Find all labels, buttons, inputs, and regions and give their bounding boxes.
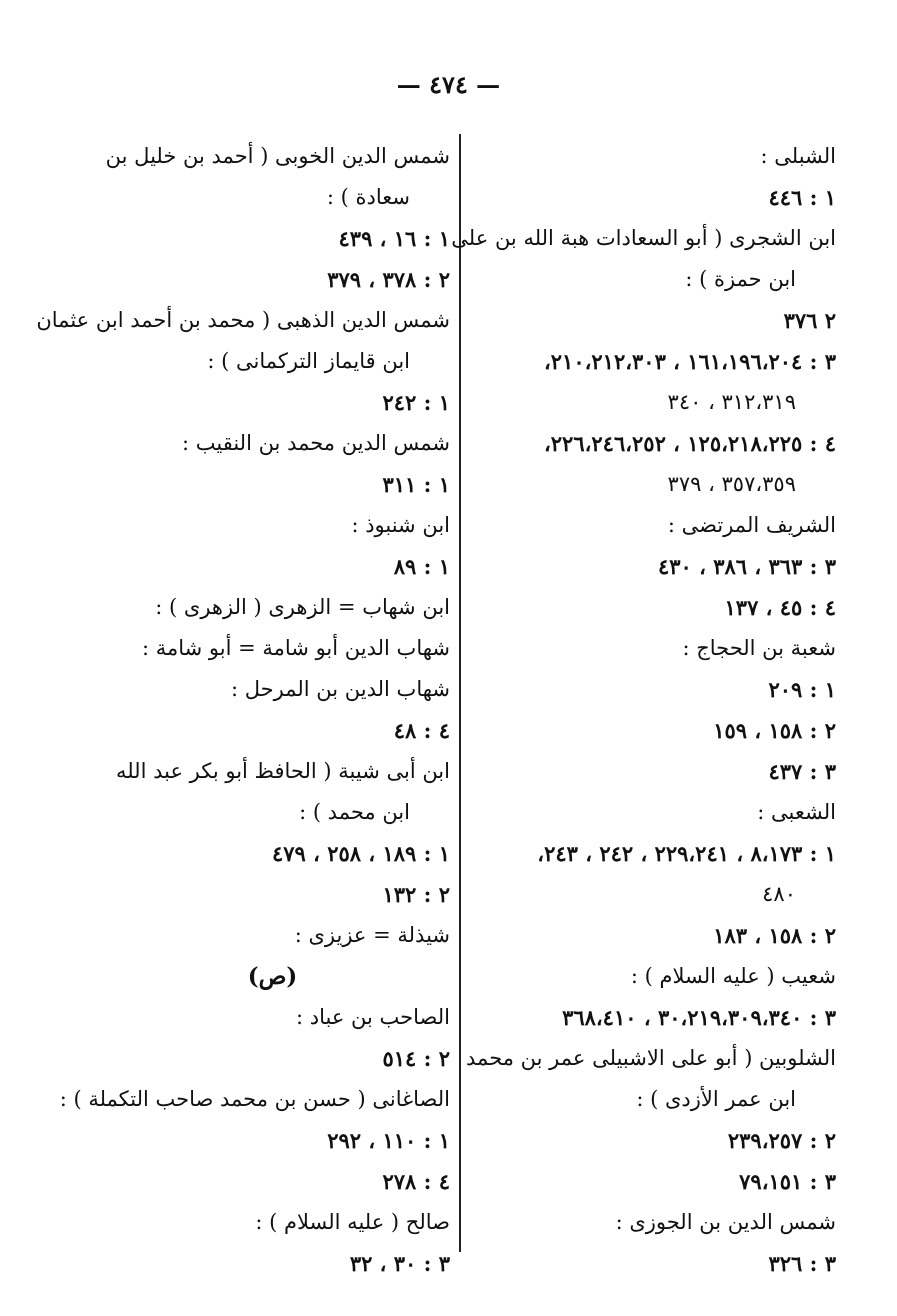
page-reference: ١ : ١٦ ، ٤٣٩ bbox=[338, 226, 450, 251]
index-entry-continuation: ٤٨٠ bbox=[762, 882, 796, 906]
page-reference: ٢ : ١٣٢ bbox=[382, 882, 450, 907]
page-reference: ٣ : ٧٩،١٥١ bbox=[739, 1169, 836, 1194]
index-entry: الصاغانى ( حسن بن محمد صاحب التكملة ) : bbox=[59, 1087, 450, 1111]
page-reference: ٢ : ٣٧٨ ، ٣٧٩ bbox=[327, 267, 450, 292]
index-entry: ابن شنبوذ : bbox=[351, 513, 450, 537]
page-reference: ٣ : ٣٢٦ bbox=[768, 1251, 836, 1276]
page-reference: ٣ : ٣٠،٢١٩،٣٠٩،٣٤٠ ، ٣٦٨،٤١٠ bbox=[562, 1005, 836, 1030]
page-reference: ٤ : ٤٨ bbox=[393, 718, 450, 743]
page-reference: ١ : ٤٤٦ bbox=[768, 185, 836, 210]
index-entry: الشبلى : bbox=[760, 144, 836, 168]
index-column-left bbox=[36, 136, 450, 1284]
index-entry-continuation: ابن قايماز التركمانى ) : bbox=[207, 349, 410, 373]
index-entry: صالح ( عليه السلام ) : bbox=[255, 1210, 450, 1234]
index-entry-continuation: ابن محمد ) : bbox=[299, 800, 410, 824]
page-reference: ٢ ٣٧٦ bbox=[783, 308, 836, 333]
index-entry: شمس الدين بن الجوزى : bbox=[615, 1210, 836, 1234]
index-entry-continuation: ٣٥٧،٣٥٩ ، ٣٧٩ bbox=[667, 472, 796, 496]
index-entry: شمس الدين محمد بن النقيب : bbox=[182, 431, 450, 455]
index-entry-continuation: ابن حمزة ) : bbox=[685, 267, 796, 291]
index-entry: شمس الدين الخوبى ( أحمد بن خليل بن bbox=[105, 144, 450, 168]
page-reference: ٢ : ١٥٨ ، ١٨٣ bbox=[713, 923, 836, 948]
page-reference: ٤ : ٢٧٨ bbox=[382, 1169, 450, 1194]
column-divider bbox=[459, 134, 461, 1252]
page-reference: ١ : ٣١١ bbox=[382, 472, 450, 497]
index-entry: الشعبى : bbox=[757, 800, 836, 824]
page-reference: ١ : ٨٩ bbox=[393, 554, 450, 579]
page-reference: ٣ : ٣٠ ، ٣٢ bbox=[349, 1251, 450, 1276]
index-entry: ابن الشجرى ( أبو السعادات هبة الله بن على bbox=[451, 226, 836, 250]
index-entry-continuation: سعادة ) : bbox=[326, 185, 410, 209]
page-reference: ٣ : ١٦١،١٩٦،٢٠٤ ، ٢١٠،٢١٢،٣٠٣، bbox=[544, 349, 836, 374]
index-column-right bbox=[451, 136, 836, 1284]
page-reference: ٢ : ٢٣٩،٢٥٧ bbox=[727, 1128, 836, 1153]
page-reference: ٣ : ٤٣٧ bbox=[768, 759, 836, 784]
page-reference: ١ : ١١٠ ، ٢٩٢ bbox=[327, 1128, 450, 1153]
index-entry: شيذلة = عزيزى : bbox=[294, 923, 450, 947]
page-reference: ١ : ٢٠٩ bbox=[768, 677, 836, 702]
page-reference: ٢ : ١٥٨ ، ١٥٩ bbox=[713, 718, 836, 743]
index-entry: شعبة بن الحجاج : bbox=[682, 636, 836, 660]
page-reference: ٣ : ٣٦٣ ، ٣٨٦ ، ٤٣٠ bbox=[658, 554, 836, 579]
index-entry: شهاب الدين بن المرحل : bbox=[231, 677, 450, 701]
page-reference: ٤ : ٤٥ ، ١٣٧ bbox=[724, 595, 836, 620]
page-reference: ١ : ٢٤٢ bbox=[382, 390, 450, 415]
index-entry: ابن أبى شيبة ( الحافظ أبو بكر عبد الله bbox=[115, 759, 450, 783]
index-entry: الشلوبين ( أبو على الاشبيلى عمر بن محمد bbox=[466, 1046, 836, 1070]
page-reference: ١ : ٨،١٧٣ ، ٢٢٩،٢٤١ ، ٢٤٢ ، ٢٤٣، bbox=[537, 841, 836, 866]
page-reference: ٢ : ٥١٤ bbox=[382, 1046, 450, 1071]
index-entry-continuation: ٣١٢،٣١٩ ، ٣٤٠ bbox=[667, 390, 796, 414]
index-entry: الصاحب بن عباد : bbox=[296, 1005, 450, 1029]
index-entry: الشريف المرتضى : bbox=[667, 513, 836, 537]
page-number: — ٤٧٤ — bbox=[396, 70, 501, 99]
index-entry: شهاب الدين أبو شامة = أبو شامة : bbox=[142, 636, 450, 660]
index-entry: ابن شهاب = الزهرى ( الزهرى ) : bbox=[155, 595, 450, 619]
page-reference: ٤ : ١٢٥،٢١٨،٢٢٥ ، ٢٢٦،٢٤٦،٢٥٢، bbox=[544, 431, 836, 456]
index-entry-continuation: ابن عمر الأزدى ) : bbox=[636, 1087, 796, 1111]
page-reference: ١ : ١٨٩ ، ٢٥٨ ، ٤٧٩ bbox=[272, 841, 450, 866]
index-entry: شمس الدين الذهبى ( محمد بن أحمد ابن عثمان bbox=[36, 308, 450, 332]
section-letter: (ص) bbox=[247, 963, 298, 990]
index-entry: شعيب ( عليه السلام ) : bbox=[630, 964, 836, 988]
